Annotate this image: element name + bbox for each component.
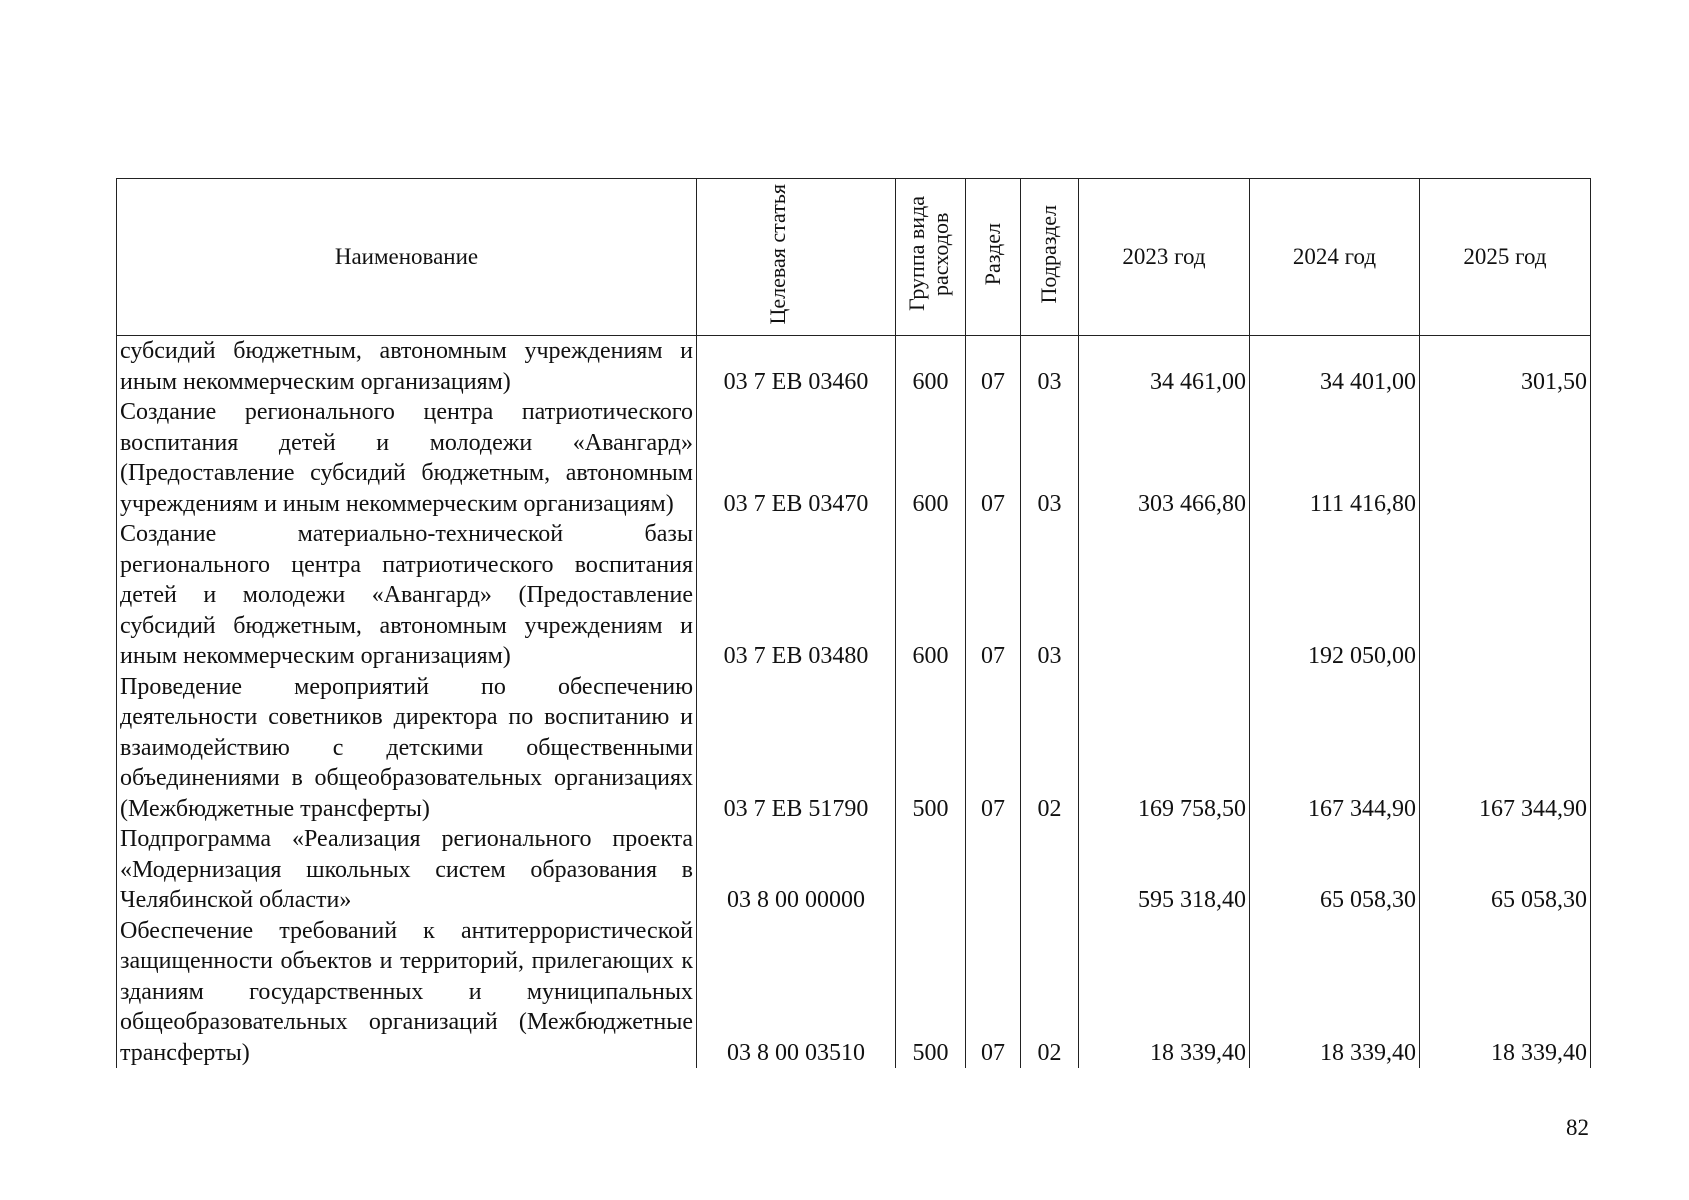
row-2023: 34 461,00 bbox=[1079, 336, 1250, 398]
header-group: Группа вида расходов bbox=[896, 179, 966, 336]
header-section: Раздел bbox=[966, 179, 1021, 336]
row-subsection: 03 bbox=[1021, 519, 1079, 672]
row-group: 500 bbox=[896, 916, 966, 1069]
header-2023: 2023 год bbox=[1079, 179, 1250, 336]
row-name: Подпрограмма «Реализация регионального проекта «Модернизация школьных систем образования в Челябинской области» bbox=[117, 824, 697, 916]
row-2025: 65 058,30 bbox=[1420, 824, 1591, 916]
table-row bbox=[117, 916, 1591, 1069]
table-header-row bbox=[117, 179, 1591, 336]
row-2025: 301,50 bbox=[1420, 336, 1591, 398]
row-2025: 18 339,40 bbox=[1420, 916, 1591, 1069]
header-2024: 2024 год bbox=[1250, 179, 1420, 336]
row-name: Создание регионального центра патриотического воспитания детей и молодежи «Авангард» (Предоставление субсидий бюджетным, автономным учреждениям и иным некоммерческим организациям) bbox=[117, 397, 697, 519]
row-section: 07 bbox=[966, 519, 1021, 672]
row-name: Проведение мероприятий по обеспечению деятельности советников директора по воспитанию и взаимодействию с детскими общественными объединениями в общеобразовательных организациях (Межбюджетные трансферты) bbox=[117, 672, 697, 825]
row-section: 07 bbox=[966, 397, 1021, 519]
row-name: Обеспечение требований к антитеррористической защищенности объектов и территорий, прилегающих к зданиям государственных и муниципальных общеобразовательных организаций (Межбюджетные трансферты) bbox=[117, 916, 697, 1069]
row-2024: 34 401,00 bbox=[1250, 336, 1420, 398]
table-row bbox=[117, 336, 1591, 398]
row-2024: 167 344,90 bbox=[1250, 672, 1420, 825]
row-group bbox=[896, 824, 966, 916]
table-row bbox=[117, 519, 1591, 672]
row-target: 03 8 00 03510 bbox=[697, 916, 896, 1069]
row-2025 bbox=[1420, 519, 1591, 672]
row-target: 03 7 ЕВ 03470 bbox=[697, 397, 896, 519]
row-group: 600 bbox=[896, 397, 966, 519]
row-2023: 169 758,50 bbox=[1079, 672, 1250, 825]
row-target: 03 7 ЕВ 03460 bbox=[697, 336, 896, 398]
row-2023: 595 318,40 bbox=[1079, 824, 1250, 916]
row-section: 07 bbox=[966, 672, 1021, 825]
row-2025: 167 344,90 bbox=[1420, 672, 1591, 825]
page-number: 82 bbox=[1566, 1115, 1589, 1140]
row-group: 500 bbox=[896, 672, 966, 825]
row-section bbox=[966, 824, 1021, 916]
row-subsection: 03 bbox=[1021, 336, 1079, 398]
header-subsection: Подраздел bbox=[1021, 179, 1079, 336]
row-name: субсидий бюджетным, автономным учреждениям и иным некоммерческим организациям) bbox=[117, 336, 697, 398]
row-target: 03 7 ЕВ 03480 bbox=[697, 519, 896, 672]
row-2024: 111 416,80 bbox=[1250, 397, 1420, 519]
row-2023: 303 466,80 bbox=[1079, 397, 1250, 519]
budget-table bbox=[116, 178, 1591, 1068]
table-row bbox=[117, 672, 1591, 825]
row-target: 03 8 00 00000 bbox=[697, 824, 896, 916]
row-subsection: 03 bbox=[1021, 397, 1079, 519]
row-2025 bbox=[1420, 397, 1591, 519]
row-2024: 18 339,40 bbox=[1250, 916, 1420, 1069]
header-target: Целевая статья bbox=[697, 179, 896, 336]
row-subsection bbox=[1021, 824, 1079, 916]
row-group: 600 bbox=[896, 519, 966, 672]
row-section: 07 bbox=[966, 336, 1021, 398]
row-2024: 65 058,30 bbox=[1250, 824, 1420, 916]
row-subsection: 02 bbox=[1021, 672, 1079, 825]
row-group: 600 bbox=[896, 336, 966, 398]
header-2025: 2025 год bbox=[1420, 179, 1591, 336]
header-name: Наименование bbox=[117, 179, 697, 336]
row-section: 07 bbox=[966, 916, 1021, 1069]
table-row bbox=[117, 397, 1591, 519]
row-2023 bbox=[1079, 519, 1250, 672]
row-2023: 18 339,40 bbox=[1079, 916, 1250, 1069]
row-subsection: 02 bbox=[1021, 916, 1079, 1069]
table-row bbox=[117, 824, 1591, 916]
row-2024: 192 050,00 bbox=[1250, 519, 1420, 672]
row-name: Создание материально-технической базы регионального центра патриотического воспитания детей и молодежи «Авангард» (Предоставление субсидий бюджетным, автономным учреждениям и иным некоммерческим организациям) bbox=[117, 519, 697, 672]
row-target: 03 7 ЕВ 51790 bbox=[697, 672, 896, 825]
